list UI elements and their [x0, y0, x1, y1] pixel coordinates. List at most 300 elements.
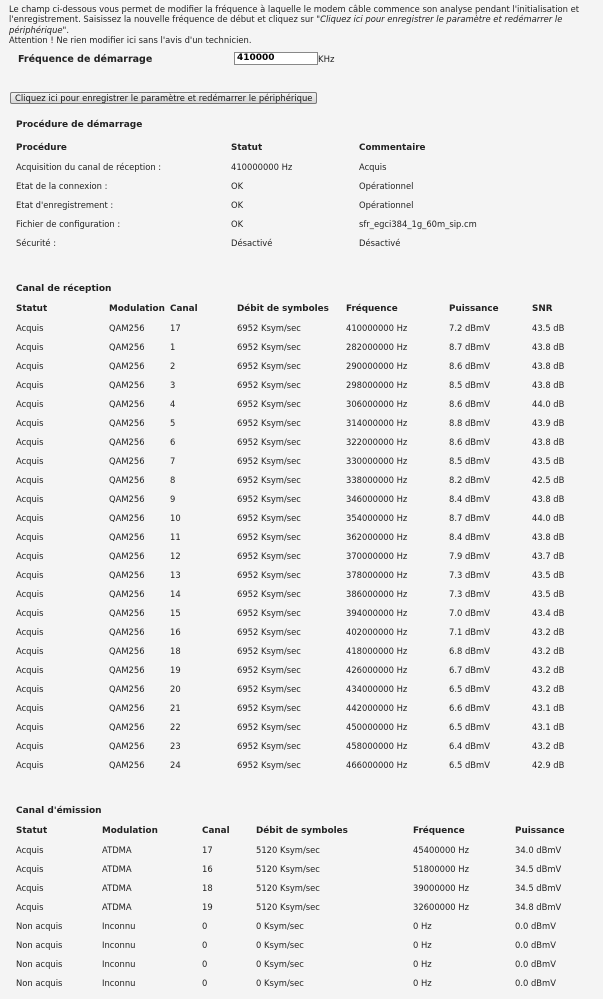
- table-cell: 8.5 dBmV: [449, 455, 490, 466]
- table-row: [16, 859, 576, 878]
- table-cell: 338000000 Hz: [346, 474, 408, 485]
- table-cell: QAM256: [109, 341, 145, 352]
- table-cell: 22: [170, 721, 181, 732]
- table-cell: Sécurité :: [16, 237, 57, 248]
- column-header: Commentaire: [359, 142, 426, 153]
- table-row: [16, 584, 586, 603]
- table-cell: 6952 Ksym/sec: [237, 702, 301, 713]
- table-cell: 6952 Ksym/sec: [237, 455, 301, 466]
- table-cell: 458000000 Hz: [346, 740, 408, 751]
- table-cell: QAM256: [109, 759, 145, 770]
- column-header: Modulation: [109, 303, 165, 314]
- table-row: [16, 736, 586, 755]
- table-cell: 394000000 Hz: [346, 607, 408, 618]
- table-row: [16, 603, 586, 622]
- table-cell: ATDMA: [102, 844, 132, 855]
- column-header: Puissance: [449, 303, 499, 314]
- table-row: [16, 897, 576, 916]
- column-header: Statut: [16, 825, 48, 836]
- table-cell: Acquis: [16, 474, 44, 485]
- table-cell: 5120 Ksym/sec: [256, 882, 320, 893]
- table-cell: 0.0 dBmV: [515, 958, 556, 969]
- table-cell: Acquis: [16, 398, 44, 409]
- table-cell: QAM256: [109, 417, 145, 428]
- table-cell: 43.1 dB: [532, 702, 565, 713]
- table-cell: Acquisition du canal de réception :: [16, 161, 162, 172]
- table-cell: 43.5 dB: [532, 569, 565, 580]
- table-cell: 0: [202, 977, 208, 988]
- column-header: Fréquence: [413, 825, 465, 836]
- table-cell: 0 Ksym/sec: [256, 977, 304, 988]
- table-cell: 434000000 Hz: [346, 683, 408, 694]
- table-cell: 42.9 dB: [532, 759, 565, 770]
- intro-warning: Attention ! Ne rien modifier ici sans l'avis d'un technicien.: [9, 34, 252, 45]
- table-cell: 330000000 Hz: [346, 455, 408, 466]
- table-cell: Acquis: [16, 645, 44, 656]
- table-cell: 6.6 dBmV: [449, 702, 490, 713]
- table-cell: 6952 Ksym/sec: [237, 512, 301, 523]
- table-cell: 5: [170, 417, 176, 428]
- table-cell: QAM256: [109, 455, 145, 466]
- table-row: [16, 413, 586, 432]
- table-cell: 6952 Ksym/sec: [237, 360, 301, 371]
- table-cell: QAM256: [109, 664, 145, 675]
- table-cell: 6952 Ksym/sec: [237, 626, 301, 637]
- table-row: [16, 176, 536, 195]
- table-cell: 6952 Ksym/sec: [237, 322, 301, 333]
- table-cell: Acquis: [16, 607, 44, 618]
- table-cell: 6.4 dBmV: [449, 740, 490, 751]
- table-cell: Acquis: [16, 493, 44, 504]
- table-cell: 0: [202, 958, 208, 969]
- table-cell: Non acquis: [16, 977, 63, 988]
- table-cell: Acquis: [359, 161, 387, 172]
- table-cell: ATDMA: [102, 901, 132, 912]
- table-cell: 7.9 dBmV: [449, 550, 490, 561]
- table-cell: 0 Hz: [413, 920, 432, 931]
- table-cell: 43.8 dB: [532, 360, 565, 371]
- table-row: [16, 195, 536, 214]
- start-frequency-input[interactable]: [234, 52, 318, 65]
- table-cell: 43.9 dB: [532, 417, 565, 428]
- table-cell: 0 Hz: [413, 958, 432, 969]
- table-cell: Opérationnel: [359, 199, 414, 210]
- table-row: [16, 717, 586, 736]
- table-cell: 13: [170, 569, 181, 580]
- table-cell: 43.8 dB: [532, 531, 565, 542]
- table-cell: 43.8 dB: [532, 379, 565, 390]
- table-cell: QAM256: [109, 360, 145, 371]
- table-cell: Inconnu: [102, 939, 136, 950]
- table-cell: 6952 Ksym/sec: [237, 550, 301, 561]
- table-cell: 7: [170, 455, 176, 466]
- table-cell: Acquis: [16, 360, 44, 371]
- table-cell: 21: [170, 702, 181, 713]
- table-cell: 6952 Ksym/sec: [237, 398, 301, 409]
- table-cell: 6952 Ksym/sec: [237, 683, 301, 694]
- table-cell: 20: [170, 683, 181, 694]
- table-cell: 0 Ksym/sec: [256, 958, 304, 969]
- table-cell: 6952 Ksym/sec: [237, 740, 301, 751]
- table-cell: 370000000 Hz: [346, 550, 408, 561]
- table-cell: Acquis: [16, 863, 44, 874]
- table-row: [16, 679, 586, 698]
- table-cell: 10: [170, 512, 181, 523]
- table-cell: 39000000 Hz: [413, 882, 469, 893]
- table-cell: Acquis: [16, 721, 44, 732]
- table-cell: 19: [170, 664, 181, 675]
- table-row: [16, 489, 586, 508]
- table-row: [16, 755, 586, 774]
- table-cell: Désactivé: [359, 237, 401, 248]
- table-cell: 6: [170, 436, 176, 447]
- table-cell: 0 Hz: [413, 939, 432, 950]
- table-cell: 0.0 dBmV: [515, 920, 556, 931]
- table-cell: Inconnu: [102, 920, 136, 931]
- table-cell: 16: [202, 863, 213, 874]
- table-cell: QAM256: [109, 607, 145, 618]
- table-cell: QAM256: [109, 588, 145, 599]
- table-cell: QAM256: [109, 474, 145, 485]
- table-cell: 1: [170, 341, 176, 352]
- table-cell: 6952 Ksym/sec: [237, 436, 301, 447]
- table-cell: Non acquis: [16, 920, 63, 931]
- table-cell: OK: [231, 199, 244, 210]
- table-cell: QAM256: [109, 322, 145, 333]
- table-cell: QAM256: [109, 436, 145, 447]
- table-cell: 43.1 dB: [532, 721, 565, 732]
- table-cell: Etat d'enregistrement :: [16, 199, 114, 210]
- intro-button-quote: "Cliquez ici pour enregistrer le paramètre et redémarrer le périphérique": [9, 14, 563, 35]
- table-cell: 426000000 Hz: [346, 664, 408, 675]
- table-cell: 44.0 dB: [532, 398, 565, 409]
- table-cell: 8.4 dBmV: [449, 493, 490, 504]
- table-cell: 43.2 dB: [532, 740, 565, 751]
- table-cell: Acquis: [16, 531, 44, 542]
- table-cell: 8.7 dBmV: [449, 512, 490, 523]
- table-cell: Acquis: [16, 759, 44, 770]
- table-cell: 0 Hz: [413, 977, 432, 988]
- table-cell: 43.2 dB: [532, 683, 565, 694]
- table-header-row: [16, 821, 576, 840]
- table-cell: 314000000 Hz: [346, 417, 408, 428]
- table-row: [16, 356, 586, 375]
- table-cell: 34.5 dBmV: [515, 863, 562, 874]
- table-cell: 6952 Ksym/sec: [237, 493, 301, 504]
- table-cell: Acquis: [16, 417, 44, 428]
- table-cell: 386000000 Hz: [346, 588, 408, 599]
- table-cell: 6952 Ksym/sec: [237, 664, 301, 675]
- table-row: [16, 565, 586, 584]
- table-cell: 2: [170, 360, 176, 371]
- table-row: [16, 470, 586, 489]
- table-cell: Inconnu: [102, 958, 136, 969]
- table-cell: 346000000 Hz: [346, 493, 408, 504]
- table-cell: 354000000 Hz: [346, 512, 408, 523]
- table-cell: 0 Ksym/sec: [256, 939, 304, 950]
- table-cell: 8.6 dBmV: [449, 360, 490, 371]
- table-row: [16, 954, 576, 973]
- table-cell: 6952 Ksym/sec: [237, 588, 301, 599]
- table-cell: 44.0 dB: [532, 512, 565, 523]
- table-header-row: [16, 138, 536, 157]
- table-cell: QAM256: [109, 721, 145, 732]
- table-cell: 6952 Ksym/sec: [237, 341, 301, 352]
- table-cell: 6952 Ksym/sec: [237, 569, 301, 580]
- table-cell: 43.5 dB: [532, 322, 565, 333]
- table-cell: 8.4 dBmV: [449, 531, 490, 542]
- table-row: [16, 318, 586, 337]
- table-row: [16, 840, 576, 859]
- start-frequency-label: Fréquence de démarrage: [18, 54, 153, 65]
- table-cell: 19: [202, 901, 213, 912]
- downstream-channel-table: [16, 299, 586, 774]
- table-cell: 298000000 Hz: [346, 379, 408, 390]
- table-cell: 34.8 dBmV: [515, 901, 562, 912]
- table-cell: ATDMA: [102, 882, 132, 893]
- column-header: Statut: [231, 142, 263, 153]
- table-cell: 43.4 dB: [532, 607, 565, 618]
- upstream-channel-table: [16, 821, 576, 992]
- table-row: [16, 698, 586, 717]
- table-cell: 410000000 Hz: [346, 322, 408, 333]
- table-cell: 43.2 dB: [532, 645, 565, 656]
- table-cell: 466000000 Hz: [346, 759, 408, 770]
- table-cell: 24: [170, 759, 181, 770]
- table-cell: Opérationnel: [359, 180, 414, 191]
- table-cell: 410000000 Hz: [231, 161, 293, 172]
- intro-line-1: Le champ ci-dessous vous permet de modifier la fréquence à laquelle le modem câble commence son analyse pendant l'initialisation et: [9, 4, 580, 14]
- table-cell: Acquis: [16, 882, 44, 893]
- table-cell: 43.5 dB: [532, 588, 565, 599]
- table-cell: 402000000 Hz: [346, 626, 408, 637]
- table-cell: Acquis: [16, 550, 44, 561]
- table-row: [16, 337, 586, 356]
- table-cell: 282000000 Hz: [346, 341, 408, 352]
- table-row: [16, 622, 586, 641]
- table-cell: ATDMA: [102, 863, 132, 874]
- table-cell: 7.2 dBmV: [449, 322, 490, 333]
- table-cell: 378000000 Hz: [346, 569, 408, 580]
- table-row: [16, 973, 576, 992]
- table-cell: 17: [170, 322, 181, 333]
- table-cell: 6.8 dBmV: [449, 645, 490, 656]
- table-cell: 5120 Ksym/sec: [256, 901, 320, 912]
- table-cell: 5120 Ksym/sec: [256, 863, 320, 874]
- startup-procedure-title: Procédure de démarrage: [16, 120, 143, 130]
- table-cell: 7.0 dBmV: [449, 607, 490, 618]
- table-cell: 43.5 dB: [532, 455, 565, 466]
- table-cell: 12: [170, 550, 181, 561]
- table-cell: QAM256: [109, 550, 145, 561]
- table-cell: 8.2 dBmV: [449, 474, 490, 485]
- table-cell: QAM256: [109, 683, 145, 694]
- table-cell: 5120 Ksym/sec: [256, 844, 320, 855]
- table-cell: Acquis: [16, 588, 44, 599]
- table-cell: 32600000 Hz: [413, 901, 469, 912]
- table-cell: 45400000 Hz: [413, 844, 469, 855]
- table-cell: 8.8 dBmV: [449, 417, 490, 428]
- table-row: [16, 233, 536, 252]
- table-cell: 43.7 dB: [532, 550, 565, 561]
- table-cell: 8.7 dBmV: [449, 341, 490, 352]
- table-row: [16, 394, 586, 413]
- table-cell: Acquis: [16, 512, 44, 523]
- table-cell: 0: [202, 939, 208, 950]
- table-cell: OK: [231, 218, 244, 229]
- intro-text: [9, 4, 594, 45]
- table-cell: 7.3 dBmV: [449, 588, 490, 599]
- table-cell: 6952 Ksym/sec: [237, 607, 301, 618]
- table-cell: 14: [170, 588, 181, 599]
- table-cell: 6952 Ksym/sec: [237, 417, 301, 428]
- table-header-row: [16, 299, 586, 318]
- table-cell: 418000000 Hz: [346, 645, 408, 656]
- table-cell: OK: [231, 180, 244, 191]
- table-row: [16, 546, 586, 565]
- table-cell: 306000000 Hz: [346, 398, 408, 409]
- table-cell: Fichier de configuration :: [16, 218, 121, 229]
- table-cell: 8.5 dBmV: [449, 379, 490, 390]
- table-cell: Etat de la connexion :: [16, 180, 108, 191]
- column-header: Débit de symboles: [256, 825, 348, 836]
- table-cell: 450000000 Hz: [346, 721, 408, 732]
- table-cell: QAM256: [109, 379, 145, 390]
- table-cell: 0 Ksym/sec: [256, 920, 304, 931]
- table-cell: Inconnu: [102, 977, 136, 988]
- table-cell: sfr_egci384_1g_60m_sip.cm: [359, 218, 477, 229]
- table-cell: 34.0 dBmV: [515, 844, 562, 855]
- table-row: [16, 660, 586, 679]
- table-cell: 15: [170, 607, 181, 618]
- table-cell: 43.8 dB: [532, 436, 565, 447]
- table-row: [16, 935, 576, 954]
- table-cell: 43.2 dB: [532, 664, 565, 675]
- table-cell: 0: [202, 920, 208, 931]
- table-cell: 43.8 dB: [532, 341, 565, 352]
- column-header: Puissance: [515, 825, 565, 836]
- table-cell: 6.5 dBmV: [449, 683, 490, 694]
- table-cell: QAM256: [109, 569, 145, 580]
- table-cell: 362000000 Hz: [346, 531, 408, 542]
- intro-line-2-end: .: [66, 24, 70, 35]
- column-header: Canal: [170, 303, 198, 314]
- intro-line-2: l'enregistrement. Saisissez la nouvelle fréquence de début et cliquez sur: [9, 14, 317, 25]
- table-cell: QAM256: [109, 531, 145, 542]
- table-cell: 0.0 dBmV: [515, 939, 556, 950]
- table-cell: 16: [170, 626, 181, 637]
- table-cell: 6.7 dBmV: [449, 664, 490, 675]
- column-header: Canal: [202, 825, 230, 836]
- table-cell: 6952 Ksym/sec: [237, 721, 301, 732]
- table-row: [16, 451, 586, 470]
- table-row: [16, 527, 586, 546]
- upstream-channel-title: Canal d'émission: [16, 806, 102, 816]
- save-and-restart-button[interactable]: Cliquez ici pour enregistrer le paramètre et redémarrer le périphérique: [10, 92, 317, 104]
- table-cell: Acquis: [16, 664, 44, 675]
- table-cell: Acquis: [16, 322, 44, 333]
- table-cell: 6952 Ksym/sec: [237, 474, 301, 485]
- table-cell: Acquis: [16, 844, 44, 855]
- table-cell: Acquis: [16, 455, 44, 466]
- table-row: [16, 916, 576, 935]
- table-cell: 8.6 dBmV: [449, 436, 490, 447]
- table-cell: QAM256: [109, 645, 145, 656]
- table-cell: Acquis: [16, 626, 44, 637]
- column-header: Fréquence: [346, 303, 398, 314]
- table-cell: 290000000 Hz: [346, 360, 408, 371]
- table-cell: Acquis: [16, 740, 44, 751]
- table-cell: 322000000 Hz: [346, 436, 408, 447]
- table-cell: QAM256: [109, 702, 145, 713]
- table-cell: Acquis: [16, 436, 44, 447]
- table-cell: QAM256: [109, 493, 145, 504]
- table-row: [16, 214, 536, 233]
- startup-procedure-table: [16, 138, 536, 252]
- table-cell: Désactivé: [231, 237, 273, 248]
- table-cell: 4: [170, 398, 176, 409]
- table-cell: QAM256: [109, 398, 145, 409]
- table-cell: 442000000 Hz: [346, 702, 408, 713]
- table-cell: 8: [170, 474, 176, 485]
- table-cell: 17: [202, 844, 213, 855]
- table-cell: 8.6 dBmV: [449, 398, 490, 409]
- table-cell: 43.8 dB: [532, 493, 565, 504]
- table-cell: QAM256: [109, 512, 145, 523]
- table-cell: 3: [170, 379, 176, 390]
- table-cell: 7.3 dBmV: [449, 569, 490, 580]
- table-cell: 6.5 dBmV: [449, 721, 490, 732]
- table-cell: Acquis: [16, 702, 44, 713]
- start-frequency-unit: KHz: [318, 55, 335, 65]
- table-cell: Acquis: [16, 569, 44, 580]
- table-row: [16, 157, 536, 176]
- column-header: Statut: [16, 303, 48, 314]
- table-cell: 0.0 dBmV: [515, 977, 556, 988]
- table-cell: 11: [170, 531, 181, 542]
- table-cell: 6.5 dBmV: [449, 759, 490, 770]
- column-header: Débit de symboles: [237, 303, 329, 314]
- table-row: [16, 432, 586, 451]
- table-cell: Non acquis: [16, 958, 63, 969]
- table-cell: 23: [170, 740, 181, 751]
- table-row: [16, 375, 586, 394]
- column-header: SNR: [532, 303, 553, 314]
- table-cell: 6952 Ksym/sec: [237, 759, 301, 770]
- table-cell: QAM256: [109, 740, 145, 751]
- table-cell: 43.2 dB: [532, 626, 565, 637]
- table-cell: Acquis: [16, 901, 44, 912]
- column-header: Procédure: [16, 142, 67, 153]
- table-row: [16, 641, 586, 660]
- table-cell: 34.5 dBmV: [515, 882, 562, 893]
- table-cell: 9: [170, 493, 176, 504]
- table-cell: 51800000 Hz: [413, 863, 469, 874]
- table-cell: Acquis: [16, 379, 44, 390]
- table-cell: 18: [170, 645, 181, 656]
- downstream-channel-title: Canal de réception: [16, 284, 112, 294]
- table-cell: 6952 Ksym/sec: [237, 645, 301, 656]
- table-cell: Non acquis: [16, 939, 63, 950]
- table-cell: Acquis: [16, 341, 44, 352]
- table-cell: 7.1 dBmV: [449, 626, 490, 637]
- table-cell: 18: [202, 882, 213, 893]
- table-row: [16, 878, 576, 897]
- table-cell: 42.5 dB: [532, 474, 565, 485]
- table-cell: 6952 Ksym/sec: [237, 379, 301, 390]
- table-row: [16, 508, 586, 527]
- table-cell: QAM256: [109, 626, 145, 637]
